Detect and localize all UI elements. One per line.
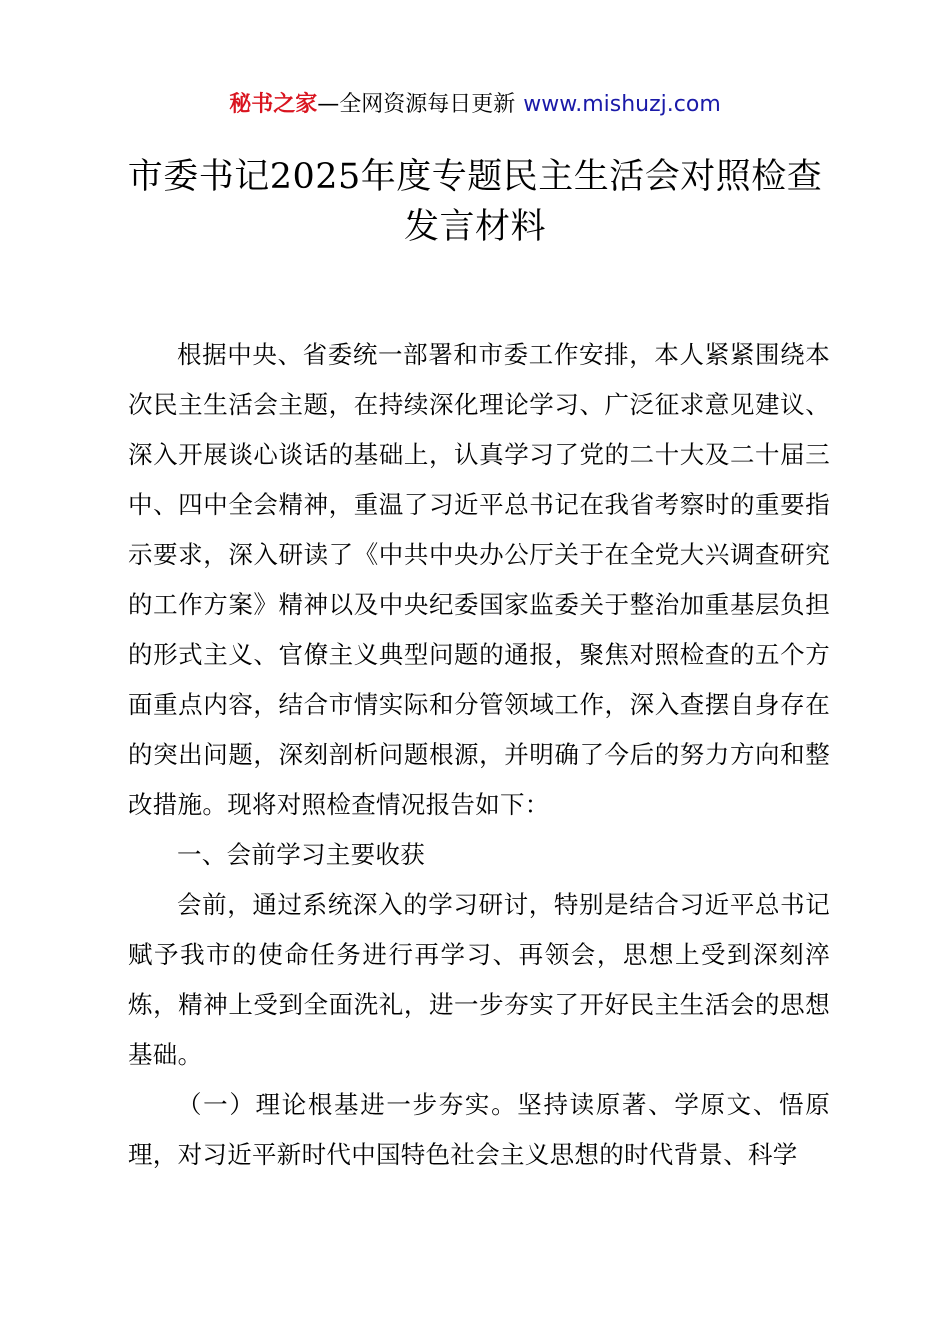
site-header: [0, 88, 950, 122]
title-line-2: 发言材料: [403, 207, 546, 247]
site-url-link[interactable]: www.mishuzj.com: [523, 92, 721, 117]
intro-paragraph: 根据中央、省委统一部署和市委工作安排，本人紧紧围绕本次民主生活会主题，在持续深化理论学习、广泛征求意见建议、深入开展谈心谈话的基础上，认真学习了党的二十大及二十届三中、四中全会精神，重温了习近平总书记在我省考察时的重要指示要求，深入研读了《中共中央办公厅关于在全党大兴调查研究的工作方案》精神以及中央纪委国家监委关于整治加重基层负担的形式主义、官僚主义典型问题的通报，聚焦对照检查的五个方面重点内容，结合市情实际和分管领域工作，深入查摆自身存在的突出问题，深刻剖析问题根源，并明确了今后的努力方向和整改措施。现将对照检查情况报告如下：: [128, 340, 830, 819]
section-1-paragraph: 会前，通过系统深入的学习研讨，特别是结合习近平总书记赋予我市的使命任务进行再学习、再领会，思想上受到深刻淬炼，精神上受到全面洗礼，进一步夯实了开好民主生活会的思想基础。: [128, 890, 830, 1069]
subsection-1-paragraph: （一）理论根基进一步夯实。坚持读原著、学原文、悟原理，对习近平新时代中国特色社会主义思想的时代背景、科学: [128, 1090, 830, 1169]
document-title: [0, 152, 950, 252]
brand-name: 秘书之家: [229, 92, 318, 117]
document-body: [128, 330, 830, 1180]
site-tagline: —全网资源每日更新: [317, 92, 516, 117]
section-heading-1: 一、会前学习主要收获: [177, 840, 425, 869]
title-line-1: 市委书记2025年度专题民主生活会对照检查: [127, 157, 823, 197]
